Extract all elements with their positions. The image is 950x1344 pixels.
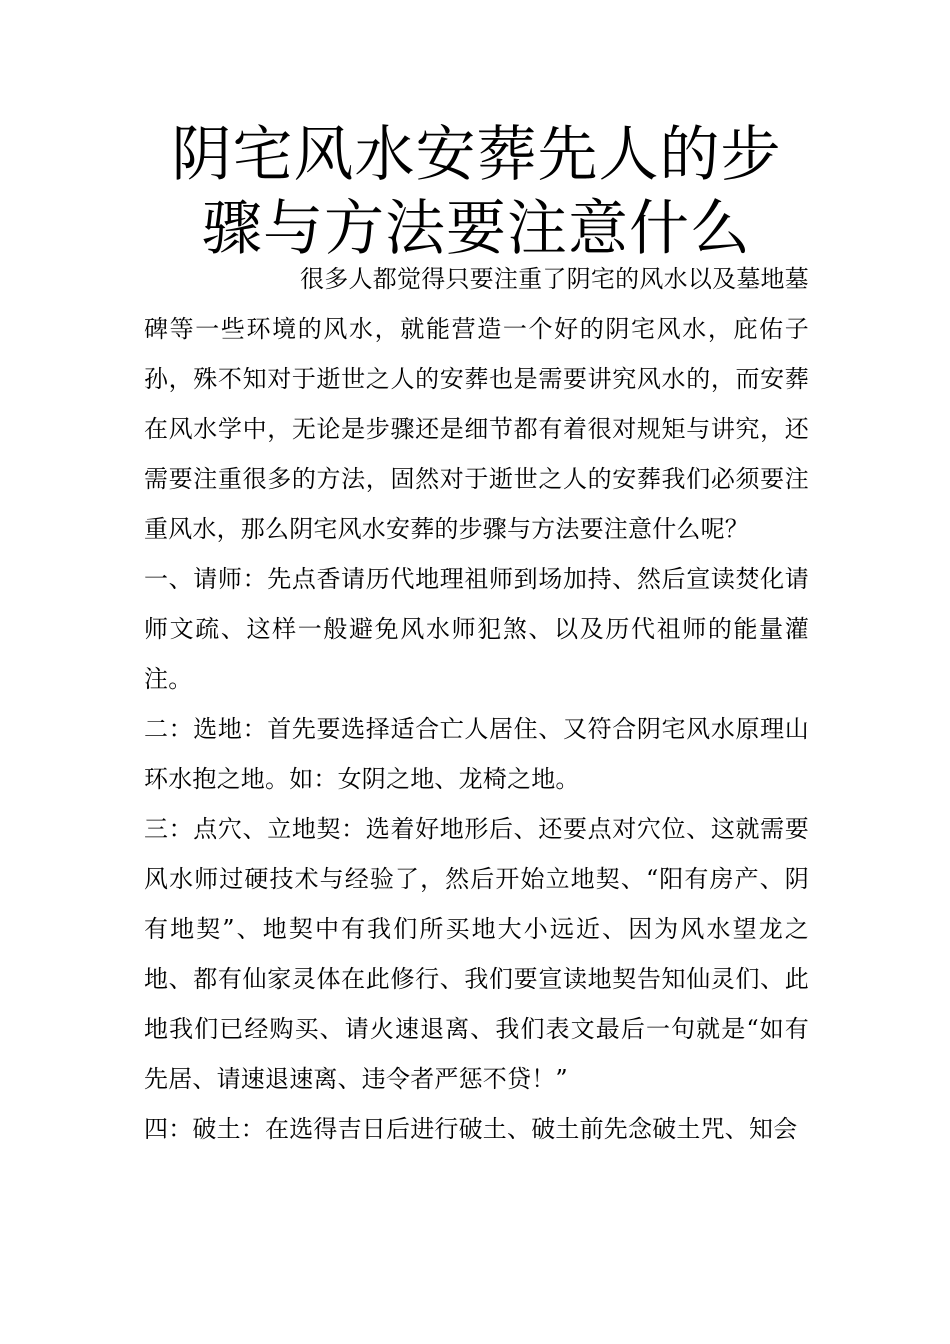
document-page [144,118,809,1154]
step-1-paragraph: 一、请师：先点香请历代地理祖师到场加持、然后宣读焚化请师文疏、这样一般避免风水师犯煞、以及历代祖师的能量灌注。 [144,565,809,693]
intro-paragraph: 很多人都觉得只要注重了阴宅的风水以及墓地墓碑等一些环境的风水，就能营造一个好的阴宅风水，庇佑子孙，殊不知对于逝世之人的安葬也是需要讲究风水的，而安葬在风水学中，无论是步骤还是细节都有着很对规矩与讲究，还需要注重很多的方法，固然对于逝世之人的安葬我们必须要注重风水，那么阴宅风水安葬的步骤与方法要注意什么呢？ [144,265,809,543]
step-4-paragraph: 四：破土：在选得吉日后进行破土、破土前先念破土咒、知会 [144,1115,798,1143]
step-3-paragraph: 三：点穴、立地契：选着好地形后、还要点对穴位、这就需要风水师过硬技术与经验了，然后开始立地契、“阳有房产、阴有地契”、地契中有我们所买地大小远近、因为风水望龙之地、都有仙家灵体在此修行、我们要宣读地契告知仙灵们、此地我们已经购买、请火速退离、我们表文最后一句就是“如有先居、请速退速离、违令者严惩不贷！” [144,815,809,1093]
document-title: 阴宅风水安葬先人的步骤与方法要注意什么 [171,120,782,264]
step-2-paragraph: 二：选地：首先要选择适合亡人居住、又符合阴宅风水原理山环水抱之地。如：女阴之地、龙椅之地。 [144,715,809,793]
